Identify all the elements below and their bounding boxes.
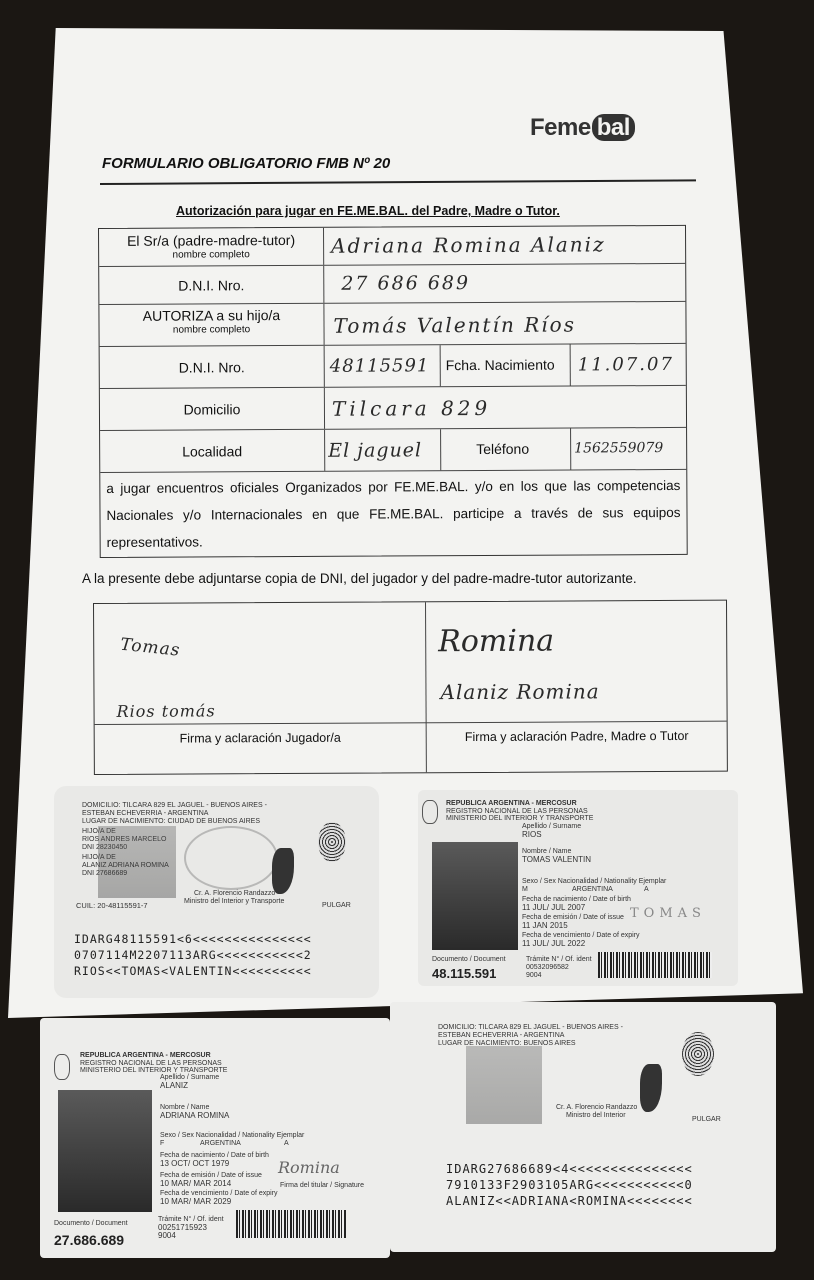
child-id-signature: TOMAS bbox=[630, 906, 706, 921]
parent-id-signature: Romina bbox=[278, 1158, 340, 1177]
dni2-label: D.N.I. Nro. bbox=[178, 359, 245, 376]
parent-mrz-line-2: 7910133F2903105ARG<<<<<<<<<<<0 bbox=[446, 1178, 693, 1192]
player-signature-caption: Firma y aclaración Jugador/a bbox=[179, 730, 341, 746]
localidad-value: El jaguel bbox=[328, 439, 423, 462]
tutor-label: El Sr/a (padre-madre-tutor) nombre completo bbox=[126, 231, 296, 261]
signature-box bbox=[93, 600, 728, 775]
parent-dni-front: REPUBLICA ARGENTINA - MERCOSUR REGISTRO NACIONAL DE LAS PERSONAS MINISTERIO DEL INTERIOR Y TRANSPORTE Apellido / Surname ALANIZ Nombre / Name ADRIANA ROMINA Sexo / Sex Nacionalidad / Nationality Ejemplar F ARGENTINA A Fecha de nacimiento / Date of birth 13 OCT/ OCT 1979 Fecha de emisión / Date of issue 10 MAR/ MAR 2014 Fecha de vencimiento / Date of expiry 10 MAR/ MAR 2029 Romina Firma del titular / Signature Documento / Document 27.686.689 Trámite N° / Of. ident 00251715923 9004 bbox=[40, 1018, 390, 1258]
parent-dni-back: DOMICILIO: TILCARA 829 EL JAGUEL - BUENOS AIRES - ESTEBAN ECHEVERRIA - ARGENTINA LUGAR DE NACIMIENTO: BUENOS AIRES Cr. A. Florencio Randazzo Ministro del Interior PULGAR IDARG27686689<4<<<<<<<<<<<<<<< 7910133F2903105ARG<<<<<<<<<<<0 ALANIZ<<ADRIANA<ROMINA<<<<<<<< bbox=[390, 1002, 776, 1252]
child-mrz-line-1: IDARG48115591<6<<<<<<<<<<<<<<< bbox=[74, 932, 312, 946]
parent-name-handwritten: Alaniz Romina bbox=[440, 679, 600, 705]
parent-signature-caption: Firma y aclaración Padre, Madre o Tutor bbox=[464, 728, 689, 745]
dni-value: 27 686 689 bbox=[341, 272, 471, 295]
authorization-paragraph: a jugar encuentros oficiales Organizados por FE.ME.BAL. y/o en los que las competencias Nacionales y/o Internacionales en que FE.ME.BAL. participe a través de sus equipos representativos. bbox=[106, 477, 681, 550]
dni-row bbox=[99, 264, 685, 305]
fecha-value: 11.07.07 bbox=[577, 353, 674, 376]
telefono-value: 1562559079 bbox=[574, 440, 664, 457]
domicilio-label: Domicilio bbox=[183, 401, 241, 418]
dni2-value: 48115591 bbox=[329, 355, 430, 377]
child-photo bbox=[432, 842, 518, 950]
child-mrz-line-3: RIOS<<TOMAS<VALENTIN<<<<<<<<<< bbox=[74, 964, 312, 978]
tutor-row bbox=[99, 226, 685, 267]
domicilio-value: Tilcara 829 bbox=[331, 395, 492, 421]
parent-signature: Romina bbox=[438, 623, 555, 660]
child-barcode bbox=[598, 952, 712, 978]
coat-of-arms-icon bbox=[422, 800, 438, 824]
telefono-label: Teléfono bbox=[476, 440, 530, 458]
autoriza-label: AUTORIZA a su hijo/a nombre completo bbox=[142, 307, 281, 336]
autoriza-row bbox=[99, 302, 685, 347]
parent-document-number: 27.686.689 bbox=[54, 1232, 125, 1248]
fecha-label: Fcha. Nacimiento bbox=[445, 356, 555, 374]
player-signature: Tomas bbox=[119, 634, 182, 661]
child-name-value: Tomás Valentín Ríos bbox=[333, 312, 576, 338]
child-ghost-photo bbox=[98, 826, 176, 898]
argentina-map-icon bbox=[640, 1064, 662, 1112]
localidad-row bbox=[100, 428, 686, 473]
localidad-label: Localidad bbox=[182, 443, 243, 460]
femebal-logo: Feme bal bbox=[530, 114, 635, 142]
form-title: FORMULARIO OBLIGATORIO FMB Nº 20 bbox=[102, 155, 391, 172]
child-dni-back: DOMICILIO: TILCARA 829 EL JAGUEL - BUENOS AIRES - ESTEBAN ECHEVERRIA - ARGENTINA LUGAR DE NACIMIENTO: CIUDAD DE BUENOS AIRES HIJO/A DE RIOS ANDRES MARCELO DNI 28230450 HIJO/A DE ALANIZ ADRIANA ROMINA DNI 27686689 Cr. A. Florencio Randazzo Ministro del Interior y Transporte PULGAR CUIL: 20-48115591-7 IDARG48115591<6<<<<<<<<<<<<<<< 0707114M2207113ARG<<<<<<<<<<<2 RIOS<<TOMAS<VALENTIN<<<<<<<<<< bbox=[54, 786, 379, 998]
parent-photo bbox=[58, 1090, 152, 1212]
authorization-title: Autorización para jugar en FE.ME.BAL. del Padre, Madre o Tutor. bbox=[176, 204, 560, 218]
fingerprint-icon bbox=[318, 822, 346, 862]
parent-ghost-photo bbox=[466, 1046, 542, 1124]
child-mrz-line-2: 0707114M2207113ARG<<<<<<<<<<<2 bbox=[74, 948, 312, 962]
child-dni-front: REPUBLICA ARGENTINA - MERCOSUR REGISTRO NACIONAL DE LAS PERSONAS MINISTERIO DEL INTERIOR Y TRANSPORTE Apellido / Surname RIOS Nombre / Name TOMAS VALENTIN Sexo / Sex Nacionalidad / Nationality Ejemplar M ARGENTINA A Fecha de nacimiento / Date of birth 11 JUL/ JUL 2007 Fecha de emisión / Date of issue 11 JAN 2015 Fecha de vencimiento / Date of expiry 11 JUL/ JUL 2022 TOMAS Documento / Document 48.115.591 Trámite N° / Of. ident 00532096582 9004 bbox=[418, 790, 738, 986]
fingerprint-icon bbox=[682, 1032, 714, 1076]
child-document-number: 48.115.591 bbox=[432, 966, 497, 981]
authorization-form bbox=[98, 225, 688, 558]
domicilio-row bbox=[100, 386, 686, 431]
dni2-row bbox=[100, 344, 686, 389]
attachment-note: A la presente debe adjuntarse copia de DNI, del jugador y del padre-madre-tutor autorizante. bbox=[82, 571, 637, 586]
shield-seal-icon bbox=[184, 826, 278, 890]
parent-mrz-line-1: IDARG27686689<4<<<<<<<<<<<<<<< bbox=[446, 1162, 693, 1176]
player-name-handwritten: Rios tomás bbox=[116, 701, 216, 721]
parent-mrz-line-3: ALANIZ<<ADRIANA<ROMINA<<<<<<<< bbox=[446, 1194, 693, 1208]
dni-label: D.N.I. Nro. bbox=[178, 277, 245, 294]
tutor-name-value: Adriana Romina Alaniz bbox=[331, 232, 606, 258]
argentina-map-icon bbox=[272, 848, 294, 894]
parent-barcode bbox=[236, 1210, 346, 1238]
coat-of-arms-icon bbox=[54, 1054, 70, 1080]
